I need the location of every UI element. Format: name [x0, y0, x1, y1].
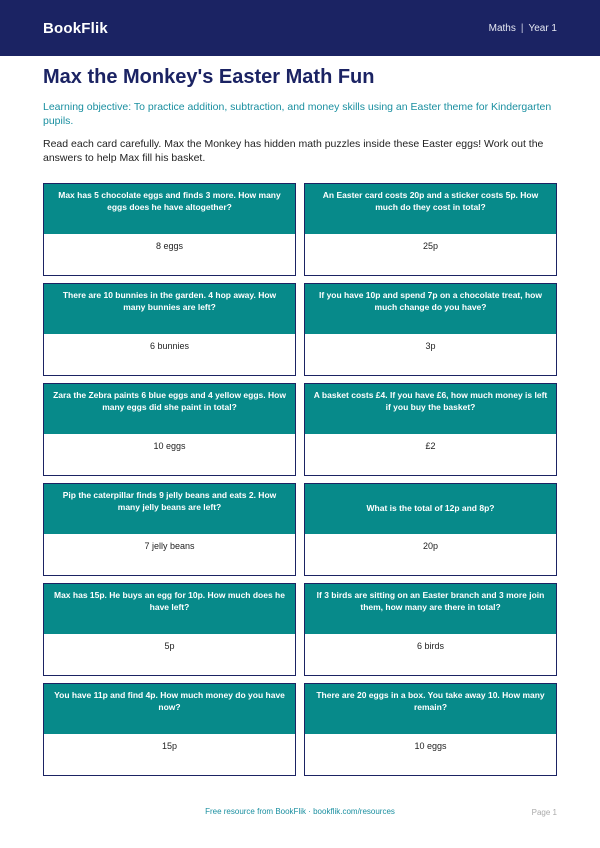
card-question: There are 10 bunnies in the garden. 4 hop away. How many bunnies are left? [44, 284, 295, 334]
card-question: Pip the caterpillar finds 9 jelly beans and eats 2. How many jelly beans are left? [44, 484, 295, 534]
card-answer: £2 [425, 441, 436, 451]
puzzle-card [43, 183, 296, 276]
card-question: There are 20 eggs in a box. You take away 10. How many remain? [305, 684, 556, 734]
breadcrumb [489, 23, 557, 34]
puzzle-card [304, 683, 557, 776]
card-question: What is the total of 12p and 8p? [305, 484, 556, 534]
card-answer: 15p [161, 741, 178, 751]
puzzle-card [43, 283, 296, 376]
card-question: Max has 15p. He buys an egg for 10p. How much does he have left? [44, 584, 295, 634]
learning-objective: Learning objective: To practice addition, subtraction, and money skills using an Easter theme for Kindergarten pupils. [43, 101, 552, 127]
card-question: If you have 10p and spend 7p on a chocolate treat, how much change do you have? [305, 284, 556, 334]
card-answer: 25p [422, 241, 439, 251]
card-question: You have 11p and find 4p. How much money do you have now? [44, 684, 295, 734]
card-question: An Easter card costs 20p and a sticker costs 5p. How much do they cost in total? [305, 184, 556, 234]
card-answer: 3p [425, 341, 436, 351]
card-question: A basket costs £4. If you have £6, how much money is left if you buy the basket? [305, 384, 556, 434]
puzzle-card [304, 283, 557, 376]
card-answer: 6 bunnies [149, 341, 190, 351]
puzzle-card [43, 683, 296, 776]
card-question: If 3 birds are sitting on an Easter branch and 3 more join them, how many are there in total? [305, 584, 556, 634]
brand-logo[interactable]: BookFlik [43, 19, 108, 37]
breadcrumb-separator: | [520, 22, 524, 34]
puzzle-card [43, 483, 296, 576]
card-answer: 8 eggs [155, 241, 184, 251]
puzzle-card [43, 583, 296, 676]
card-answer: 10 eggs [153, 441, 186, 451]
card-question: Zara the Zebra paints 6 blue eggs and 4 yellow eggs. How many eggs did she paint in total? [44, 384, 295, 434]
card-answer: 20p [422, 541, 439, 551]
card-answer: 5p [164, 641, 175, 651]
puzzle-card [304, 183, 557, 276]
page-title: Max the Monkey's Easter Math Fun [43, 66, 375, 88]
puzzle-card [304, 483, 557, 576]
header-bar [0, 0, 600, 56]
card-answer: 10 eggs [414, 741, 447, 751]
card-answer: 6 birds [416, 641, 444, 651]
footer-link[interactable]: Free resource from BookFlik · bookflik.com/resources [205, 807, 395, 816]
puzzle-card [304, 383, 557, 476]
intro-text: Read each card carefully. Max the Monkey has hidden math puzzles inside these Easter eggs! Work out the answers to help Max fill his basket. [43, 138, 544, 164]
puzzle-card [304, 583, 557, 676]
page-number: Page 1 [531, 808, 557, 817]
card-question: Max has 5 chocolate eggs and finds 3 more. How many eggs does he have altogether? [44, 184, 295, 234]
card-answer: 7 jelly beans [144, 541, 195, 551]
breadcrumb-subject[interactable]: Maths [488, 22, 516, 34]
breadcrumb-year[interactable]: Year 1 [528, 22, 557, 34]
puzzle-card-grid [43, 183, 557, 776]
puzzle-card [43, 383, 296, 476]
